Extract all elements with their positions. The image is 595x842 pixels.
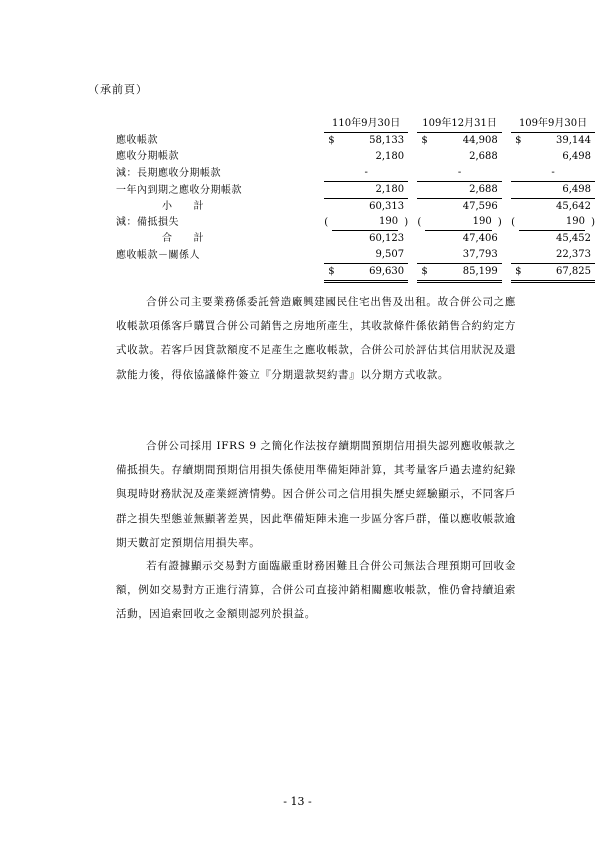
cell-value: 58,133 bbox=[369, 135, 405, 146]
cell-value: 6,498 bbox=[562, 151, 591, 162]
header-col-1: 110年9月30日 bbox=[324, 115, 408, 133]
table-row bbox=[116, 247, 595, 264]
currency-sign: $ bbox=[515, 135, 522, 146]
cell-value: 190 bbox=[332, 214, 398, 231]
cell-value: 85,199 bbox=[462, 266, 498, 277]
currency-sign: $ bbox=[421, 135, 428, 146]
row-label: 減：長期應收分期帳款 bbox=[116, 167, 221, 179]
row-label: 小 計 bbox=[162, 201, 204, 212]
cell-value: 37,793 bbox=[462, 249, 498, 260]
row-label: 應收分期帳款 bbox=[116, 151, 179, 162]
cell-value: 47,406 bbox=[462, 233, 498, 244]
cell-value: 47,596 bbox=[462, 201, 498, 212]
currency-sign: $ bbox=[328, 266, 335, 277]
table-row: 減：備抵損失 ( 190 ) ( 190 ) ( 190 ) bbox=[116, 215, 595, 231]
currency-sign: $ bbox=[328, 135, 335, 146]
table-row bbox=[116, 149, 595, 165]
cell-value: 44,908 bbox=[462, 135, 498, 146]
cell-value: 60,313 bbox=[369, 201, 405, 212]
cell-value: 2,180 bbox=[375, 151, 405, 162]
cell-value: 9,507 bbox=[375, 249, 405, 260]
table-row bbox=[116, 231, 595, 247]
cell-value: 2,688 bbox=[469, 184, 498, 195]
paragraph-ifrs9: 合併公司採用 IFRS 9 之簡化作法按存續期間預期信用損失認列應收帳款之備抵損失。存續期間預期信用損失係使用準備矩陣計算，其考量客戶過去違約紀錄與現時財務狀況及產業經濟情勢。因合併公司之信用損失歷史經驗顯示，不同客戶群之損失型態並無顯著差異，因此準備矩陣未進一步區分客戶群，僅以應收帳款逾期天數訂定預期信用損失率。 bbox=[116, 440, 516, 549]
cell-value: 45,452 bbox=[556, 233, 591, 244]
cell-value: 6,498 bbox=[562, 184, 591, 195]
currency-sign: $ bbox=[421, 266, 428, 277]
header-col-2: 109年12月31日 bbox=[417, 115, 501, 133]
cell-value: - bbox=[457, 167, 462, 178]
continued-label: （承前頁） bbox=[88, 83, 148, 96]
page-number: - 13 - bbox=[283, 795, 312, 808]
cell-value: 2,180 bbox=[375, 184, 405, 195]
header-col-3: 109年9月30日 bbox=[511, 115, 595, 133]
paragraph-business: 合併公司主要業務係委託營造廠興建國民住宅出售及出租。故合併公司之應收帳款項係客戶購買合併公司銷售之房地所產生，其收款條件係依銷售合約約定方式收款。若客戶因貸款額度不足產生之應收帳款，合併公司於評估其信用狀況及還款能力後，得依協議條件簽立『分期還款契約書』以分期方式收款。 bbox=[116, 296, 516, 381]
table-row bbox=[116, 133, 595, 150]
cell-value: 45,642 bbox=[556, 201, 591, 212]
cell-value: 190 bbox=[425, 214, 491, 231]
row-label bbox=[116, 264, 324, 282]
row-label: 一年內到期之應收分期帳款 bbox=[116, 184, 242, 196]
cell-value: 22,373 bbox=[556, 249, 591, 260]
cell-value: 67,825 bbox=[556, 266, 591, 277]
cell-value: 60,123 bbox=[369, 233, 405, 244]
table-row bbox=[116, 182, 595, 199]
cell-value: 190 bbox=[519, 214, 585, 231]
cell-value: 69,630 bbox=[369, 266, 405, 277]
row-label: 應收帳款－關係人 bbox=[116, 249, 200, 261]
receivables-table bbox=[116, 115, 595, 283]
paragraph-writeoff: 若有證據顯示交易對方面臨嚴重財務困難且合併公司無法合理預期可回收金額，例如交易對方正進行清算，合併公司直接沖銷相關應收帳款，惟仍會持續追索活動，因追索回收之金額則認列於損益。 bbox=[116, 560, 516, 621]
cell-value: 2,688 bbox=[469, 151, 498, 162]
row-label: 應收帳款 bbox=[116, 135, 158, 146]
row-label: 合 計 bbox=[162, 233, 204, 244]
table-row bbox=[116, 165, 595, 182]
row-label: 減：備抵損失 bbox=[116, 217, 179, 228]
cell-value: - bbox=[364, 167, 368, 178]
table-row-total bbox=[116, 264, 595, 282]
table-row bbox=[116, 199, 595, 216]
currency-sign: $ bbox=[515, 266, 522, 277]
cell-value: - bbox=[551, 167, 555, 178]
cell-value: 39,144 bbox=[556, 135, 591, 146]
